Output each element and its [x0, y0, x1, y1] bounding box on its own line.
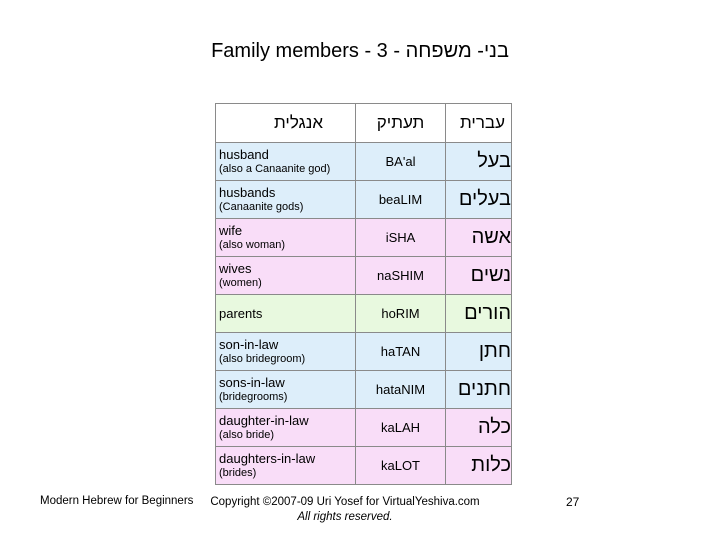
english-note: (also bridegroom) [219, 352, 306, 365]
table-row [216, 447, 512, 485]
transliteration-cell: haTAN [356, 333, 446, 371]
english-cell [216, 371, 356, 409]
table-row [216, 333, 512, 371]
table-row [216, 181, 512, 219]
table-row [216, 219, 512, 257]
english-note: (women) [219, 276, 262, 289]
english-word: parents [219, 306, 263, 321]
transliteration-cell: BA'al [356, 143, 446, 181]
table-header-row [216, 104, 512, 143]
table-row [216, 295, 512, 333]
transliteration-cell: kaLOT [356, 447, 446, 485]
header-hebrew: עברית [446, 104, 512, 143]
english-word: sons-in-law [219, 374, 285, 390]
table-row [216, 143, 512, 181]
hebrew-cell: נשים [446, 257, 512, 295]
english-cell [216, 447, 356, 485]
english-note: (also bride) [219, 428, 275, 441]
hebrew-cell: בעלים [446, 181, 512, 219]
english-cell [216, 295, 356, 333]
english-word: husband [219, 146, 269, 162]
english-cell [216, 257, 356, 295]
english-cell [216, 409, 356, 447]
header-english: אנגלית [216, 104, 356, 143]
english-word: wife [219, 222, 243, 238]
slide-title [0, 40, 720, 63]
english-word: daughters-in-law [219, 450, 316, 466]
english-note: (also a Canaanite god) [219, 162, 331, 175]
title-latin: Family members - 3 - [211, 40, 406, 62]
header-translit: תעתיק [356, 104, 446, 143]
table-row [216, 257, 512, 295]
english-word: husbands [219, 184, 276, 200]
english-word: son-in-law [219, 336, 279, 352]
english-cell [216, 181, 356, 219]
english-word: wives [219, 260, 252, 276]
hebrew-cell: חתנים [446, 371, 512, 409]
transliteration-cell: naSHIM [356, 257, 446, 295]
hebrew-cell: כלות [446, 447, 512, 485]
hebrew-cell: כלה [446, 409, 512, 447]
title-hebrew: בני- משפחה [405, 40, 509, 62]
rights-text: All rights reserved. [297, 511, 393, 523]
footer-copyright [180, 495, 510, 525]
english-note: (also woman) [219, 238, 286, 251]
hebrew-cell: בעל [446, 143, 512, 181]
transliteration-cell: beaLIM [356, 181, 446, 219]
hebrew-cell: הורים [446, 295, 512, 333]
transliteration-cell: hataNIM [356, 371, 446, 409]
table-row [216, 371, 512, 409]
english-note: (brides) [219, 466, 257, 479]
english-cell [216, 143, 356, 181]
hebrew-cell: אשה [446, 219, 512, 257]
hebrew-cell: חתן [446, 333, 512, 371]
vocabulary-table [215, 103, 512, 485]
transliteration-cell: kaLAH [356, 409, 446, 447]
page-number: 27 [566, 495, 580, 509]
english-cell [216, 333, 356, 371]
english-cell [216, 219, 356, 257]
table-row [216, 409, 512, 447]
copyright-text: Copyright ©2007-09 Uri Yosef for VirtualYeshiva.com [210, 496, 480, 508]
english-word: daughter-in-law [219, 412, 309, 428]
english-note: (Canaanite gods) [219, 200, 304, 213]
transliteration-cell: hoRIM [356, 295, 446, 333]
transliteration-cell: iSHA [356, 219, 446, 257]
english-note: (bridegrooms) [219, 390, 288, 403]
footer-course-title: Modern Hebrew for Beginners [40, 495, 194, 507]
